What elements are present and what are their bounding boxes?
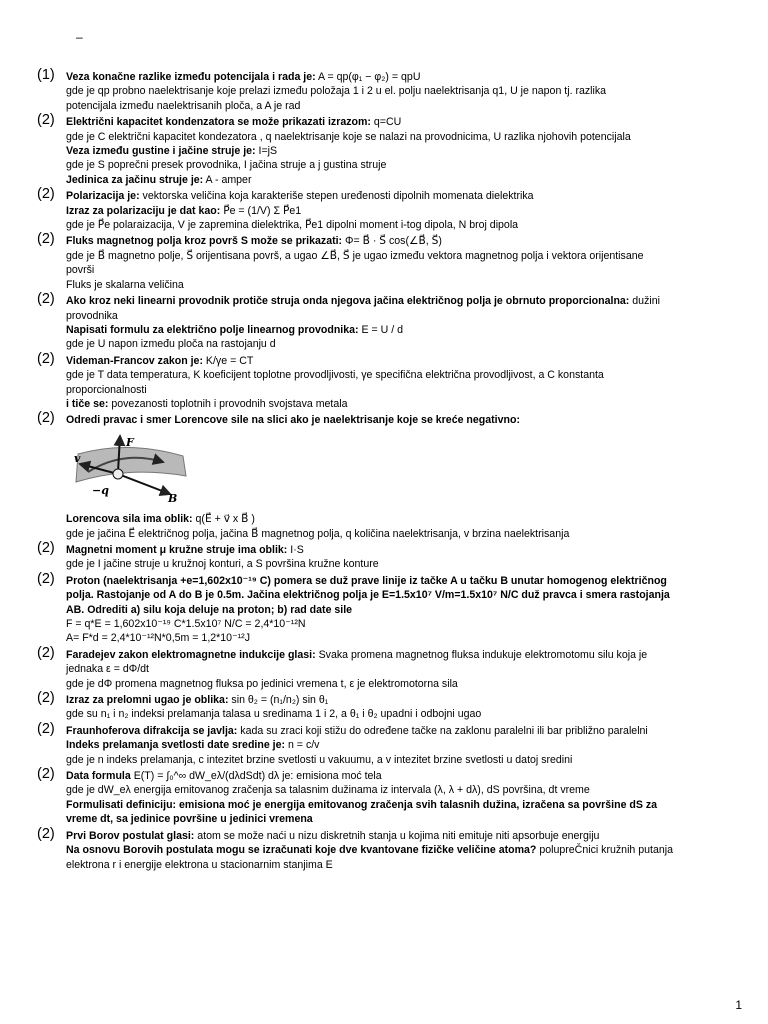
text-line	[66, 812, 720, 826]
text-line	[66, 527, 720, 541]
text-line	[66, 294, 720, 308]
text-line	[66, 323, 720, 337]
bold-text: Proton (naelektrisanja +e=1,602x10⁻¹⁹ C) pomera se duž prave linije iz tačke A u tačku B unutar homogenog električnog	[66, 574, 667, 587]
text-segment: E = U / d	[358, 323, 404, 336]
bold-text: Izraz za prelomni ugao je oblika:	[66, 694, 229, 707]
text-segment: p	[406, 71, 413, 83]
question-item	[37, 186, 720, 232]
text-line	[66, 173, 720, 187]
question-item	[37, 690, 720, 722]
text-line	[66, 249, 720, 263]
bold-text: Fraunhoferova difrakcija se javlja:	[66, 724, 238, 737]
text-line	[66, 798, 720, 812]
text-line	[66, 512, 720, 526]
bold-text: Napisati formulu za električno polje linearnog provodnika:	[66, 323, 359, 336]
text-line	[66, 843, 720, 857]
bold-text: i tiče se:	[66, 397, 109, 410]
bold-text: Veza između gustine i jačine struje je:	[66, 145, 256, 158]
text-line	[66, 204, 720, 218]
figure-label-v: v	[74, 451, 81, 465]
figure-label-q: −q	[92, 483, 109, 497]
text-line	[66, 769, 720, 783]
score-label: (2)	[37, 825, 55, 842]
header-dash: –	[76, 30, 83, 44]
text-segment: sin θ₂ = (n₁/n₂) sin θ₁	[228, 694, 329, 707]
text-segment: U	[412, 71, 421, 83]
text-segment: 1	[498, 85, 505, 98]
text-line	[66, 263, 720, 277]
score-label: (2)	[37, 186, 55, 203]
text-segment: proporcionalnosti	[66, 383, 147, 396]
text-line	[66, 115, 720, 129]
text-segment: gde je jačina E⃗ električnog polja, jačina B⃗ magnetnog polja, q količina naelektrisanja, v brzina naelektrisanja	[66, 527, 570, 540]
figure-label-B: B	[168, 491, 178, 504]
text-line	[66, 724, 720, 738]
score-label: (2)	[37, 231, 55, 248]
text-segment: vektorska veličina koja karakteriše stepen uređenosti dipolnih momenata dielektrika	[139, 190, 534, 203]
text-line	[66, 84, 720, 98]
text-line	[66, 130, 720, 144]
question-item	[37, 539, 720, 572]
bold-text: Veza konačne razlike između potencijala i rada je:	[66, 71, 316, 83]
question-item	[37, 291, 720, 352]
bold-text: Data formula	[66, 770, 131, 783]
bold-text: Indeks prelamanja svetlosti date sredine je:	[66, 739, 286, 752]
text-segment: q=CU	[370, 116, 402, 129]
text-segment: provodnika	[66, 309, 118, 322]
question-item	[37, 644, 720, 691]
text-segment: p	[103, 85, 110, 98]
bold-text: Izraz za polarizaciju je dat kao:	[66, 204, 221, 217]
question-item	[37, 231, 720, 292]
bold-text: Na osnovu Borovih postulata mogu se izračunati koje dve kvantovane fizičke veličine atoma?	[66, 844, 537, 857]
lorentz-force-figure	[68, 432, 720, 508]
text-segment: , U je napon tj. razlika	[504, 85, 607, 98]
text-segment: gde je dW_eλ energija emitovanog zračenja sa talasnim dužinama iz intervala (λ, λ + dλ), dS površina, dt vreme	[66, 784, 590, 797]
text-line	[66, 543, 720, 557]
text-segment: I=jS	[255, 145, 278, 158]
text-line	[66, 829, 720, 843]
text-segment: gde je n indeks prelamanja, c intezitet brzine svetlosti u vakuumu, a v intezitet brzine svetlosti u datoj sredini	[66, 753, 573, 766]
text-line	[66, 738, 720, 752]
bold-text: Magnetni moment μ kružne struje ima oblik:	[66, 543, 288, 556]
text-segment: polupreČnici kružnih putanja	[536, 844, 674, 857]
text-segment: povezanosti toplotnih i provodnih svojstava metala	[108, 397, 348, 410]
score-label: (2)	[37, 644, 55, 661]
bold-text: vreme dt, sa jedinice površine u jedinici vremena	[66, 813, 313, 826]
text-line	[66, 707, 720, 721]
text-line	[66, 413, 720, 427]
text-line	[66, 158, 720, 172]
text-segment: gde je C električni kapacitet kondezatora , q naelektrisanje koje se nalazi na provodnicima, U razlika njohovih potencijala	[66, 130, 631, 143]
score-label: (2)	[37, 720, 55, 737]
text-line	[66, 144, 720, 158]
bold-text: Faradejev zakon elektromagnetne indukcije glasi:	[66, 648, 316, 661]
text-line	[66, 574, 720, 588]
bold-text: Električni kapacitet kondenzatora se može prikazati izrazom:	[66, 116, 371, 129]
text-segment: A - amper	[203, 173, 252, 186]
bold-text: Lorencova sila ima oblik:	[66, 513, 193, 526]
text-segment: K/γe = CT	[202, 354, 254, 367]
score-label: (2)	[37, 410, 55, 427]
bold-text: Prvi Borov postulat glasi:	[66, 829, 195, 842]
text-line	[66, 337, 720, 351]
bold-text: Polarizacija je:	[66, 190, 140, 203]
text-line	[66, 631, 720, 645]
text-segment: n = c/v	[285, 739, 320, 752]
text-segment: dužini	[629, 295, 660, 308]
text-segment: gde je S poprečni presek provodnika, I jačina struje a j gustina struje	[66, 159, 387, 172]
text-segment: gde su n₁ i n₂ indeksi prelamanja talasa u sredinama 1 i 2, a θ₁ i θ₂ upadni i odbojni ugao	[66, 708, 482, 721]
text-line	[66, 218, 720, 232]
text-segment: Φ= B⃗ · S⃗ cos(∠B⃗, S⃗)	[342, 235, 442, 248]
text-segment: gde je B⃗ magnetno polje, S⃗ orijentisana površ, a ugao ∠B⃗, S⃗ je ugao između vektora magnetnog polja i vektora orijentisane	[66, 249, 644, 262]
question-item	[37, 825, 720, 872]
question-item	[37, 350, 720, 412]
text-segment: gde je q	[66, 85, 104, 98]
bold-text: Odredi pravac i smer Lorencove sile na slici ako je naelektrisanje koje se kreće negativno:	[66, 414, 520, 427]
text-line	[66, 309, 720, 323]
text-line	[66, 368, 720, 382]
text-line	[66, 99, 720, 113]
text-segment: površi	[66, 264, 95, 277]
text-line	[66, 588, 720, 602]
text-line	[66, 858, 720, 872]
text-line	[66, 397, 720, 411]
bold-text: AB. Odrediti a) silu koja deluje na proton; b) rad date sile	[66, 603, 353, 616]
text-segment: gde je U napon između ploča na rastojanju d	[66, 338, 276, 351]
question-item	[37, 410, 720, 541]
bold-text: Jedinica za jačinu struje je:	[66, 173, 204, 186]
text-segment: p	[342, 71, 349, 83]
text-line	[66, 354, 720, 368]
bold-text: Ako kroz neki linearni provodnik protiče struja onda njegova jačina električnog polja je obrnuto proporcionalna:	[66, 295, 630, 308]
text-segment: Fluks je skalarna veličina	[66, 278, 184, 291]
text-line	[66, 677, 720, 691]
question-item	[37, 112, 720, 187]
text-segment: probno naelektrisanje koje prelazi između položaja 1 i 2 u el. polju naelektrisanja q	[109, 85, 499, 98]
text-segment: atom se može naći u nizu diskretnih stanja u kojima niti emituje niti apsorbuje energiju	[194, 829, 600, 842]
text-segment: kada su zraci koji stižu do određene tačke na zaklonu paralelni ili bar približno paralelni	[237, 724, 648, 737]
text-segment: F = q*E = 1,602x10⁻¹⁹ C*1.5x10⁷ N/C = 2,4*10⁻¹²N	[66, 618, 306, 630]
question-item	[37, 720, 720, 767]
text-segment: gde je P⃗e polaraizacija, V je zapremina dielektrika, P⃗e1 dipolni moment i-tog dipola, N broj dipola	[66, 219, 519, 232]
text-line	[66, 617, 720, 631]
page-number: 1	[735, 998, 742, 1012]
score-label: (1)	[37, 67, 55, 83]
text-line	[66, 70, 720, 84]
question-item	[37, 67, 720, 113]
score-label: (2)	[37, 570, 55, 587]
bold-text: polja. Rastojanje od A do B je 0.5m. Jačina električnog polja je E=1.5x10⁷ V/m=1.5x10⁷ N/C duž pravca i smera rastojanja	[66, 589, 670, 602]
question-item	[37, 766, 720, 827]
text-segment: gde je I jačine struje u kružnoj konturi, a S površina kružne konture	[66, 558, 379, 571]
text-line	[66, 234, 720, 248]
text-line	[66, 557, 720, 571]
text-segment: q(E⃗ + v⃗ x B⃗ )	[192, 513, 255, 526]
score-label: (2)	[37, 112, 55, 129]
text-line	[66, 693, 720, 707]
figure-label-F: F	[126, 435, 134, 449]
score-label: (2)	[37, 350, 55, 367]
score-label: (2)	[37, 766, 55, 783]
text-segment: gde je dΦ promena magnetnog fluksa po jedinici vremena t, ε je elektromotorna sila	[66, 677, 458, 690]
text-segment: P⃗e = (1/V) Σ P⃗e1	[220, 204, 302, 217]
score-label: (2)	[37, 291, 55, 308]
text-segment: jednaka ε = dΦ/dt	[66, 663, 149, 676]
text-line	[66, 783, 720, 797]
text-line	[66, 662, 720, 676]
text-line	[66, 603, 720, 617]
document-body	[37, 67, 720, 872]
bold-text: Videman-Francov zakon je:	[66, 354, 203, 367]
text-line	[66, 278, 720, 292]
text-segment: A = q	[315, 71, 343, 83]
text-segment: E(T) = ∫₀^∞ dW_eλ/(dλdSdt) dλ je: emisiona moć tela	[130, 770, 382, 783]
text-segment: Svaka promena magnetnog fluksa indukuje elektromotomu silu koja je	[315, 648, 648, 661]
text-segment: (φ₁ − φ₂) = q	[348, 71, 407, 83]
text-segment: A= F*d = 2,4*10⁻¹²N*0,5m = 1,2*10⁻¹²J	[66, 632, 251, 645]
text-line	[66, 189, 720, 203]
question-item	[37, 570, 720, 646]
bold-text: Fluks magnetnog polja kroz površ S može se prikazati:	[66, 235, 343, 248]
bold-text: Formulisati definiciju: emisiona moć je energija emitovanog zračenja svih talasnih dužina, izračena sa površine dS za	[66, 798, 658, 811]
score-label: (2)	[37, 690, 55, 707]
text-line	[66, 753, 720, 767]
text-line	[66, 648, 720, 662]
text-segment: elektrona r i energije elektrona u stacionarnim stanjima E	[66, 858, 333, 871]
text-line	[66, 383, 720, 397]
text-segment: I·S	[287, 543, 304, 556]
score-label: (2)	[37, 539, 55, 556]
text-segment: gde je T data temperatura, K koeficijent toplotne provodljivosti, γe specifična električna provodljivost, a C konstanta	[66, 369, 604, 382]
text-segment: potencijala između naelektrisanih ploča, a A je rad	[66, 99, 301, 112]
